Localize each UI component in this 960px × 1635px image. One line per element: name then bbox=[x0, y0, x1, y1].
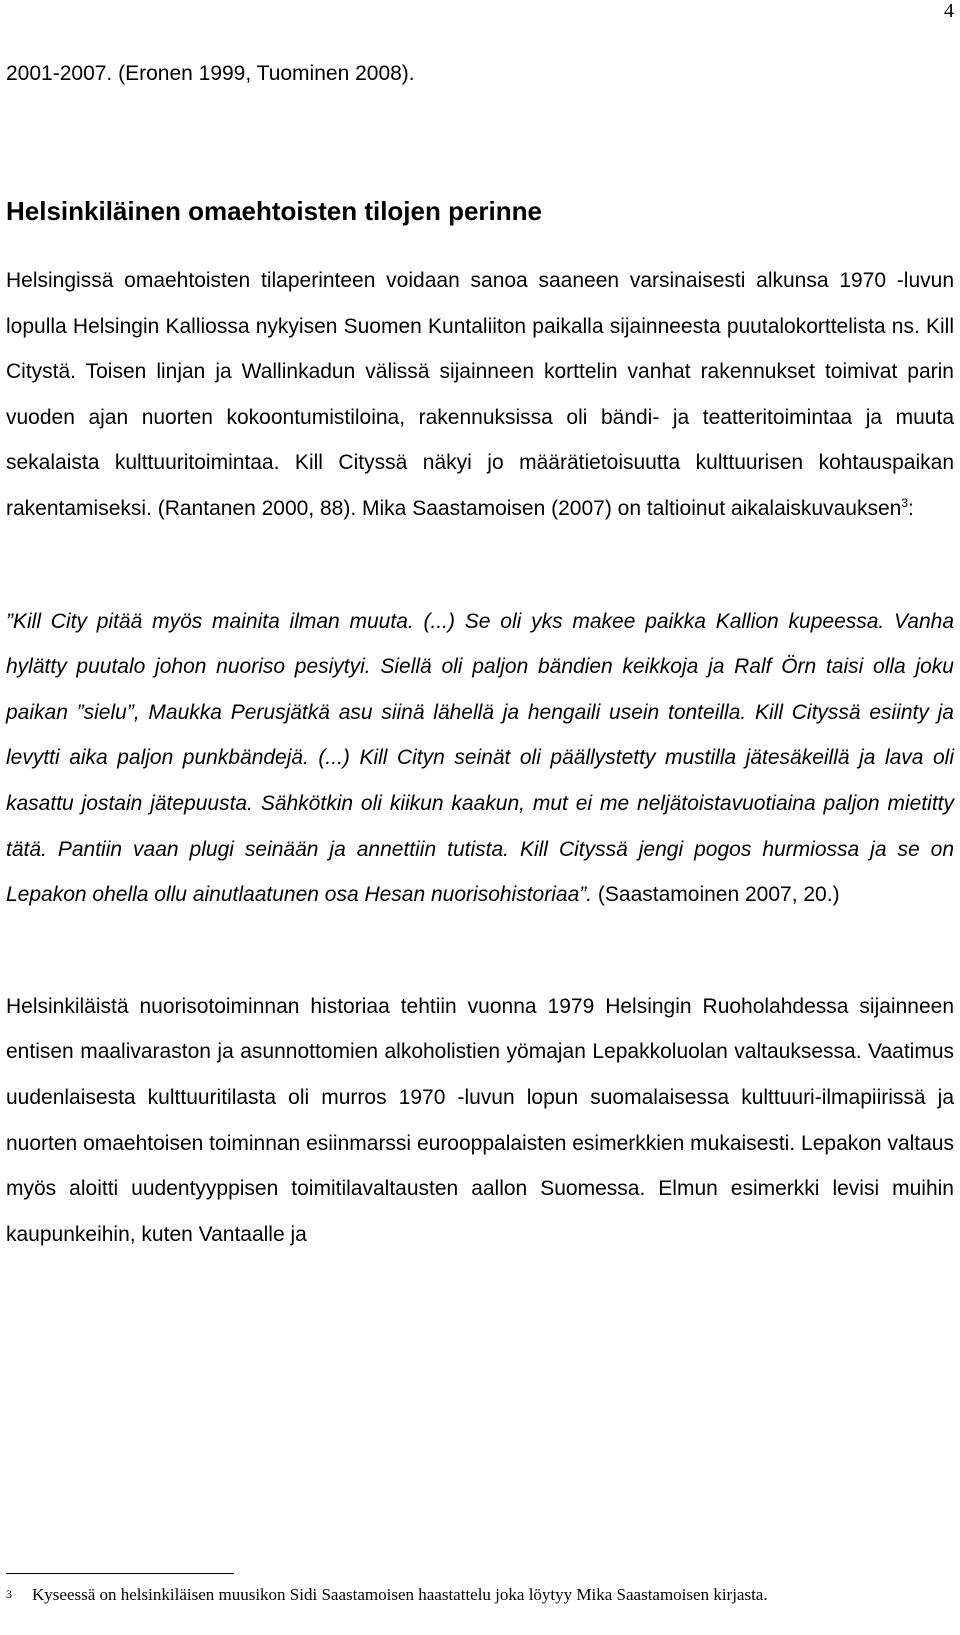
footnote-reference: 3 bbox=[901, 495, 909, 510]
quote-text: ”Kill City pitää myös mainita ilman muuta. (...) Se oli yks makee paikka Kallion kupeessa. Vanha hylätty puutalo johon nuoriso pesiytyi. Siellä oli paljon bändien keikkoja ja Ralf Örn taisi olla joku paikan ”sielu”, Maukka Perusjätkä asu siinä lähellä ja hengaili usein tonteilla. Kill Cityssä esiinty ja levytti aika paljon punkbändejä. (...) Kill Cityn seinät oli päällystetty mustilla jätesäkeillä ja lava oli kasattu jostain jätepuusta. Sähkötkin oli kiikun kaakun, mut ei me neljätoistavuotiaina paljon mietitty tätä. Pantiin vaan plugi seinään ja annettiin tutista. Kill Cityssä jengi pogos hurmiossa ja se on Lepakon ohella ollu ainutlaatunen osa Hesan nuorisohistoriaa”. bbox=[6, 609, 954, 907]
quote-citation: (Saastamoinen 2007, 20.) bbox=[592, 883, 840, 907]
page-number: 4 bbox=[944, 0, 954, 22]
paragraph-kill-city bbox=[6, 258, 954, 532]
section-heading: Helsinkiläinen omaehtoisten tilojen perinne bbox=[6, 196, 542, 226]
paragraph-lepakko: Helsinkiläistä nuorisotoiminnan historiaa tehtiin vuonna 1979 Helsingin Ruoholahdessa sijainneen entisen maalivaraston ja asunnottomien alkoholistien yömajan Lepakkoluolan valtauksessa. Vaatimus uudenlaisesta kulttuuritilasta oli murros 1970 -luvun lopun suomalaisessa kulttuuri-ilmapiirissä ja nuorten omaehtoisen toiminnan esiinmarssi eurooppalaisten esimerkkien mukaisesti. Lepakon valtaus myös aloitti uudentyyppisen toimitilavaltausten aallon Suomessa. Elmun esimerkki levisi muihin kaupunkeihin, kuten Vantaalle ja bbox=[6, 994, 954, 1246]
block-quote bbox=[6, 599, 954, 918]
footnote bbox=[6, 1583, 954, 1606]
paragraph-kill-city-text: Helsingissä omaehtoisten tilaperinteen voidaan sanoa saaneen varsinaisesti alkunsa 1970 -luvun lopulla Helsingin Kalliossa nykyisen Suomen Kuntaliiton paikalla sijainneesta puutalokorttelista ns. Kill Citystä. Toisen linjan ja Wallinkadun välissä sijainneen korttelin vanhat rakennukset toimivat parin vuoden ajan nuorten kokoontumistiloina, rakennuksissa oli bändi- ja teatteritoimintaa ja muuta sekalaista kulttuuritoimintaa. Kill Cityssä näkyi jo määrätietoisuutta kulttuurisen kohtauspaikan rakentamiseksi. (Rantanen 2000, 88). Mika Saastamoisen (2007) on taltioinut aikalaiskuvauksen bbox=[6, 269, 954, 520]
footnote-mark: 3 bbox=[6, 1587, 12, 1601]
continued-text-line: 2001-2007. (Eronen 1999, Tuominen 2008). bbox=[6, 62, 415, 85]
footnote-separator bbox=[6, 1573, 234, 1574]
paragraph-kill-city-colon: : bbox=[908, 496, 914, 520]
document-body bbox=[6, 52, 954, 1257]
footnote-text: Kyseessä on helsinkiläisen muusikon Sidi Saastamoisen haastattelu joka löytyy Mika Saastamoisen kirjasta. bbox=[32, 1585, 768, 1604]
